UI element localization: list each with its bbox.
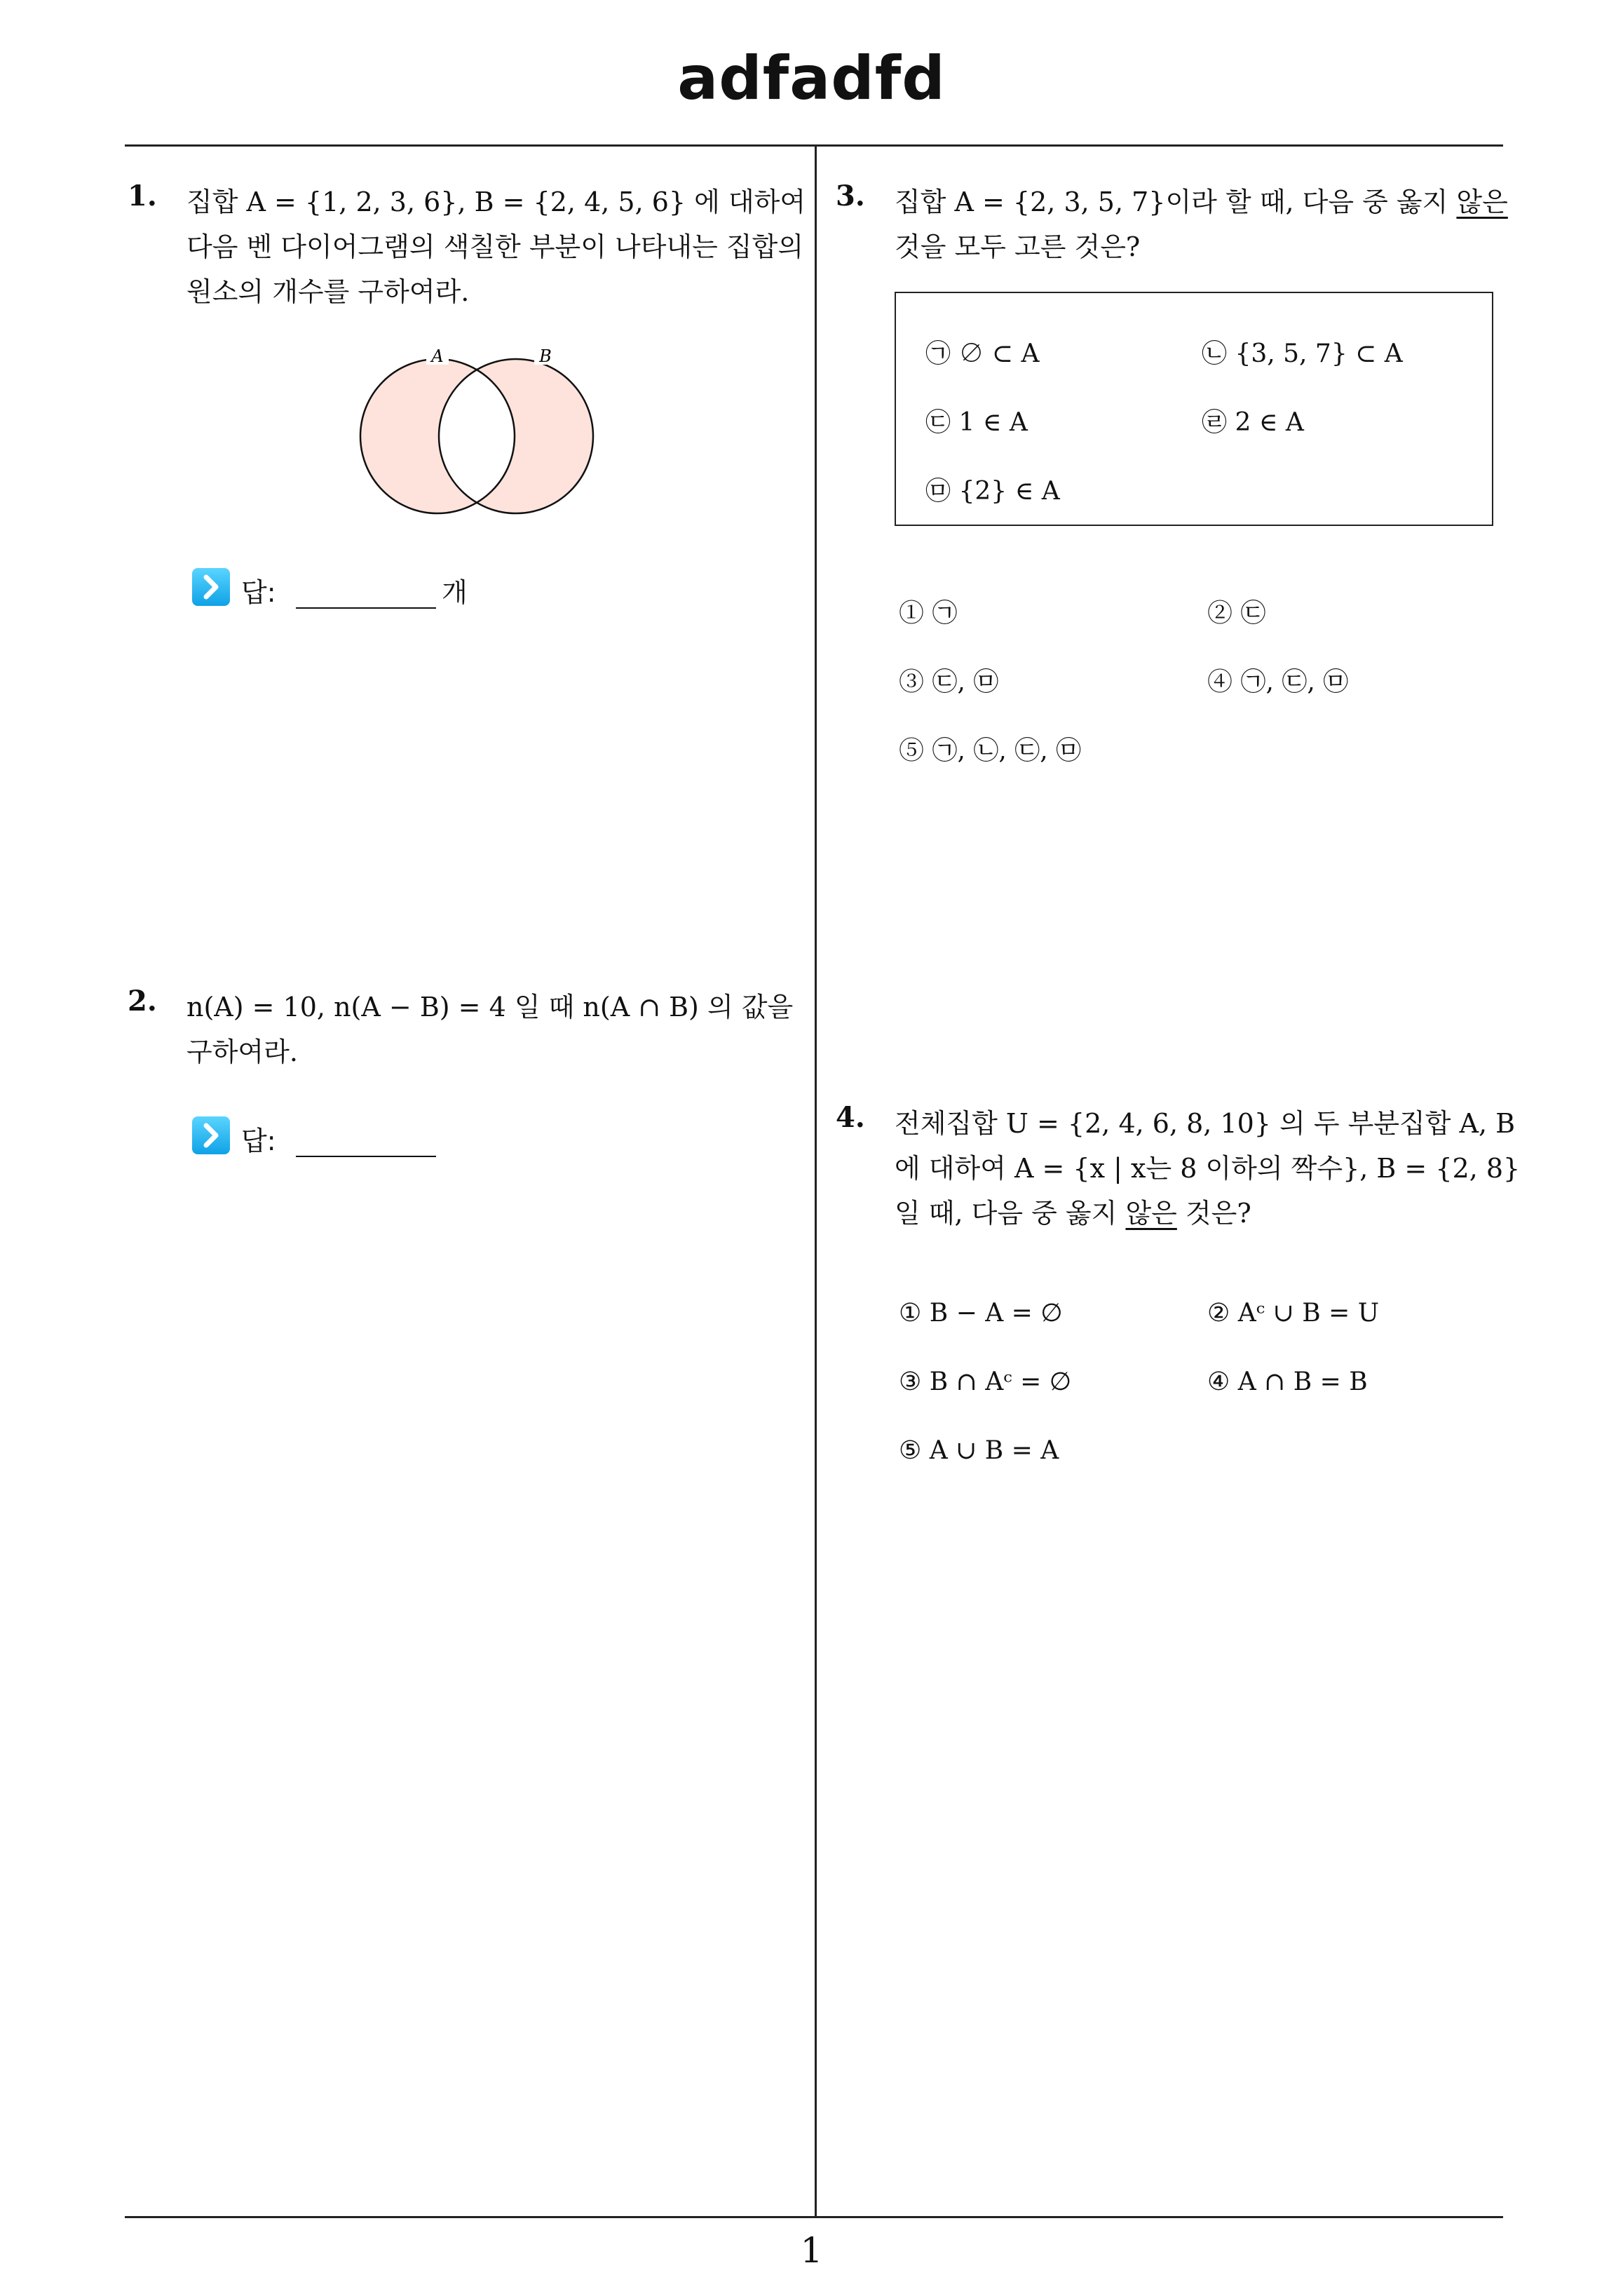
- question-line: 전체집합 U = {2, 4, 6, 8, 10} 의 두 부분집합 A, B: [895, 1108, 1516, 1139]
- question-text: [895, 180, 1508, 269]
- choice-4[interactable]: ④ ㉠, ㉢, ㉤: [1207, 668, 1349, 696]
- footer-rule: [125, 2216, 1503, 2218]
- question-line: 집합 A = {1, 2, 3, 6}, B = {2, 4, 5, 6} 에 대하여: [186, 187, 806, 217]
- statement-item: ㉢ 1 ∈ A: [925, 408, 1028, 437]
- question-text: [186, 985, 793, 1074]
- question-line: 에 대하여 A = {x | x는 8 이하의 짝수}, B = {2, 8}: [895, 1153, 1521, 1184]
- venn-label-b: B: [539, 346, 552, 366]
- venn-diagram: [351, 344, 645, 526]
- answer-unit: 개: [442, 577, 468, 608]
- choice-2[interactable]: ② Aᶜ ∪ B = U: [1207, 1299, 1380, 1328]
- question-number: 3.: [836, 180, 865, 212]
- choice-3[interactable]: ③ B ∩ Aᶜ = ∅: [899, 1368, 1072, 1396]
- question-number: 2.: [128, 985, 157, 1018]
- statement-item: ㉡ {3, 5, 7} ⊂ A: [1202, 339, 1403, 368]
- statement-item: ㉤ {2} ∈ A: [925, 477, 1060, 506]
- question-line: 집합 A = {2, 3, 5, 7}이라 할 때, 다음 중 옳지 않은: [895, 187, 1508, 217]
- statement-item: ㉠ ∅ ⊂ A: [925, 339, 1040, 368]
- choice-1[interactable]: ① ㉠: [899, 599, 958, 628]
- venn-label-a: A: [431, 346, 444, 366]
- answer-label: 답:: [241, 577, 276, 608]
- answer-arrow-icon: [192, 568, 230, 606]
- question-line: 다음 벤 다이어그램의 색칠한 부분이 나타내는 집합의: [186, 231, 804, 262]
- column-divider: [815, 146, 817, 2216]
- page-number: 1: [800, 2230, 823, 2271]
- question-line: 일 때, 다음 중 옳지 않은 것은?: [895, 1198, 1251, 1229]
- answer-blank[interactable]: [296, 1156, 436, 1157]
- choice-5[interactable]: ⑤ ㉠, ㉡, ㉢, ㉤: [899, 736, 1082, 765]
- header-rule: [125, 144, 1503, 147]
- answer-label: 답:: [241, 1126, 276, 1156]
- choice-3[interactable]: ③ ㉢, ㉤: [899, 668, 999, 696]
- answer-blank[interactable]: [296, 607, 436, 609]
- question-line: 원소의 개수를 구하여라.: [186, 276, 470, 307]
- question-line: n(A) = 10, n(A − B) = 4 일 때 n(A ∩ B) 의 값을: [186, 992, 794, 1022]
- statement-box: [895, 292, 1493, 526]
- underlined-word: 않은: [1456, 187, 1508, 217]
- choice-2[interactable]: ② ㉢: [1207, 599, 1266, 628]
- choice-4[interactable]: ④ A ∩ B = B: [1207, 1368, 1368, 1396]
- question-text: [895, 1101, 1520, 1236]
- question-number: 1.: [128, 180, 157, 212]
- question-line: 것을 모두 고른 것은?: [895, 231, 1141, 262]
- underlined-word: 않은: [1125, 1198, 1177, 1229]
- choice-5[interactable]: ⑤ A ∪ B = A: [899, 1436, 1059, 1465]
- page-title: adfadfd: [677, 43, 946, 114]
- statement-item: ㉣ 2 ∈ A: [1202, 408, 1304, 437]
- answer-arrow-icon: [192, 1116, 230, 1154]
- question-line: 구하여라.: [186, 1036, 298, 1067]
- choice-1[interactable]: ① B − A = ∅: [899, 1299, 1063, 1328]
- question-number: 4.: [836, 1101, 865, 1134]
- question-text: [186, 180, 806, 314]
